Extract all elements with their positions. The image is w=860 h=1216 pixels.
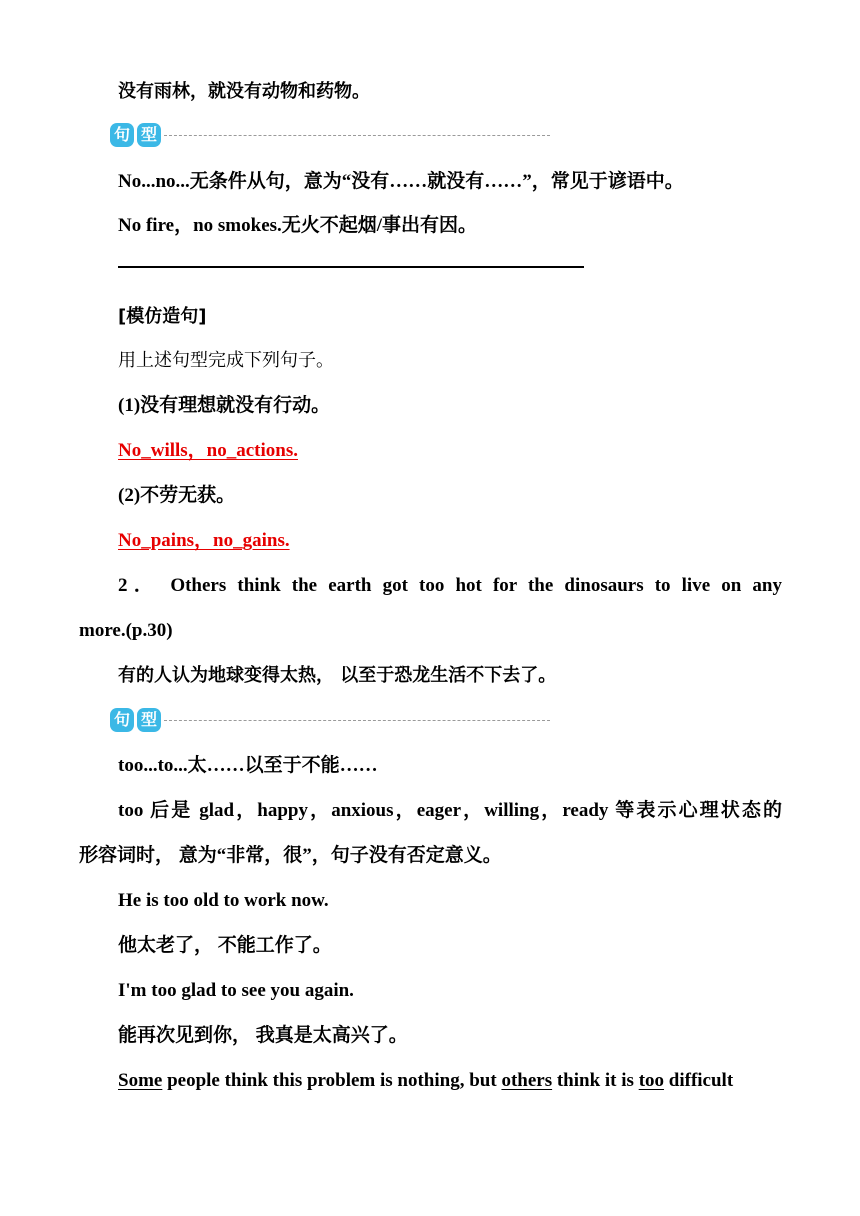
pattern-explanation: too...to...太……以至于不能…… [118,755,378,776]
exercise-prompt: (2)不劳无获。 [118,485,236,506]
example-sentence-cont: more.(p.30) [79,620,173,641]
example-sentence: He is too old to work now. [118,890,329,911]
badge-char: 句 [110,123,134,147]
dashed-divider [164,720,550,721]
text-run: think it is [552,1070,639,1091]
sentence-translation: 没有雨林，就没有动物和药物。 [118,81,370,102]
highlight-word: Some [118,1070,163,1091]
exercise-answer: No_wills，no_actions. [118,440,298,461]
badge-char: 句 [110,708,134,732]
example-sentence [118,1069,733,1093]
highlight-word: others [501,1070,553,1091]
example-translation: 能再次见到你， 我真是太高兴了。 [118,1025,408,1046]
text-run: difficult [664,1070,734,1091]
example-translation: 他太老了， 不能工作了。 [118,935,332,956]
dashed-divider [164,135,550,136]
sentence-translation: 有的人认为地球变得太热， 以至于恐龙生活不下去了。 [118,665,557,686]
exercise-answer: No_pains，no_gains. [118,530,290,551]
highlight-word: too [638,1070,665,1091]
sentence-pattern-badge [110,121,164,151]
pattern-note-cont: 形容词时， 意为“非常，很”，句子没有否定意义。 [79,845,502,866]
example-sentence: I'm too glad to see you again. [118,980,354,1001]
solid-divider [118,266,584,268]
sentence-pattern-badge [110,706,164,736]
text-run: people think this problem is nothing, but [162,1070,502,1091]
badge-char: 型 [137,708,161,732]
pattern-explanation: No...no...无条件从句，意为“没有……就没有……”，常见于谚语中。 [118,171,684,192]
example-sentence: 2． Others think the earth got too hot for the dinosaurs to live on any [118,575,782,596]
instruction: 用上述句型完成下列句子。 [118,350,334,371]
badge-char: 型 [137,123,161,147]
pattern-example: No fire，no smokes.无火不起烟/事出有因。 [118,215,478,236]
section-heading: [模仿造句] [118,306,207,327]
exercise-prompt: (1)没有理想就没有行动。 [118,395,331,416]
pattern-note: too 后是 glad，happy，anxious，eager，willing，ready 等表示心理状态的 [118,800,782,821]
